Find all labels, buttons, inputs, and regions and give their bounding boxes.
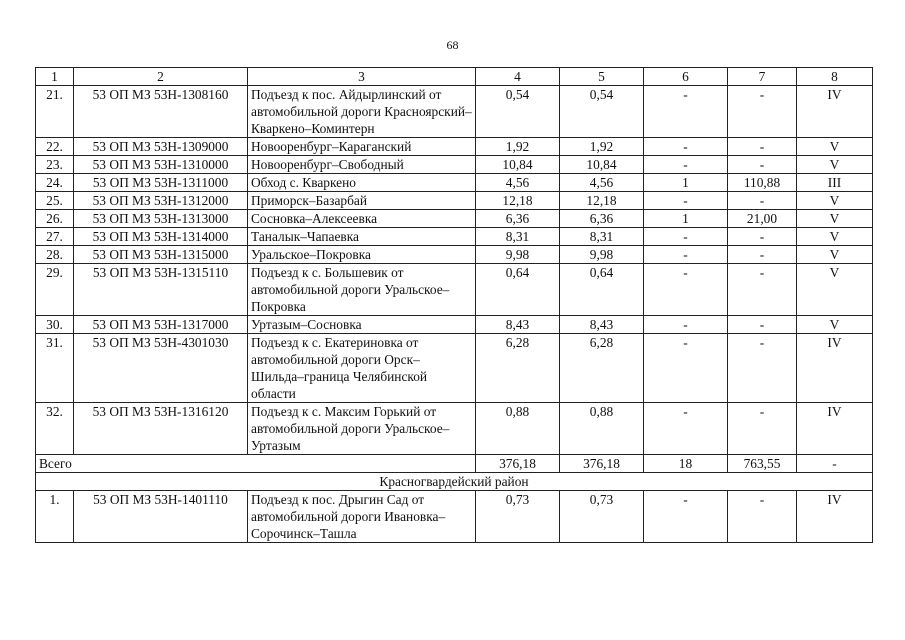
road-category: V xyxy=(797,228,873,246)
total-length-total: 376,18 xyxy=(476,455,560,473)
column-number: 1 xyxy=(36,68,74,86)
table-row xyxy=(36,491,873,543)
road-code: 53 ОП МЗ 53Н-4301030 xyxy=(74,334,248,403)
road-name: Подъезд к с. Большевик от автомобильной дороги Уральское–Покровка xyxy=(248,264,476,316)
column-number: 5 xyxy=(560,68,644,86)
length-total: 4,56 xyxy=(476,174,560,192)
road-name: Подъезд к пос. Дрыгин Сад от автомобильной дороги Ивановка–Сорочинск–Ташла xyxy=(248,491,476,543)
road-name: Приморск–Базарбай xyxy=(248,192,476,210)
bridge-length: - xyxy=(728,491,797,543)
total-row xyxy=(36,455,873,473)
length-hard-surface: 0,64 xyxy=(560,264,644,316)
bridge-count: - xyxy=(644,403,728,455)
road-name: Уральское–Покровка xyxy=(248,246,476,264)
length-hard-surface: 6,28 xyxy=(560,334,644,403)
bridge-count: - xyxy=(644,86,728,138)
bridge-length: - xyxy=(728,316,797,334)
bridge-count: - xyxy=(644,316,728,334)
row-number: 25. xyxy=(36,192,74,210)
bridge-count: - xyxy=(644,334,728,403)
length-hard-surface: 0,54 xyxy=(560,86,644,138)
row-number: 1. xyxy=(36,491,74,543)
road-category: V xyxy=(797,192,873,210)
road-name: Подъезд к с. Екатериновка от автомобильной дороги Орск–Шильда–граница Челябинской области xyxy=(248,334,476,403)
bridge-count: - xyxy=(644,138,728,156)
length-total: 10,84 xyxy=(476,156,560,174)
road-category: V xyxy=(797,210,873,228)
length-hard-surface: 8,43 xyxy=(560,316,644,334)
table-row xyxy=(36,228,873,246)
road-name: Обход с. Кваркено xyxy=(248,174,476,192)
road-code: 53 ОП МЗ 53Н-1315110 xyxy=(74,264,248,316)
row-number: 24. xyxy=(36,174,74,192)
column-number: 4 xyxy=(476,68,560,86)
column-number: 8 xyxy=(797,68,873,86)
column-number: 6 xyxy=(644,68,728,86)
road-code: 53 ОП МЗ 53Н-1401110 xyxy=(74,491,248,543)
bridge-length: 110,88 xyxy=(728,174,797,192)
row-number: 26. xyxy=(36,210,74,228)
road-name: Таналык–Чапаевка xyxy=(248,228,476,246)
bridge-count: - xyxy=(644,246,728,264)
bridge-count: - xyxy=(644,228,728,246)
length-total: 9,98 xyxy=(476,246,560,264)
length-hard-surface: 4,56 xyxy=(560,174,644,192)
road-category: V xyxy=(797,138,873,156)
table-row xyxy=(36,264,873,316)
road-category: V xyxy=(797,316,873,334)
bridge-count: 1 xyxy=(644,210,728,228)
bridge-length: 21,00 xyxy=(728,210,797,228)
length-total: 6,36 xyxy=(476,210,560,228)
table-row xyxy=(36,403,873,455)
road-category: IV xyxy=(797,86,873,138)
bridge-length: - xyxy=(728,403,797,455)
road-name: Подъезд к пос. Айдырлинский от автомобильной дороги Красноярский–Кваркено–Коминтерн xyxy=(248,86,476,138)
row-number: 21. xyxy=(36,86,74,138)
length-hard-surface: 10,84 xyxy=(560,156,644,174)
road-code: 53 ОП МЗ 53Н-1316120 xyxy=(74,403,248,455)
road-code: 53 ОП МЗ 53Н-1313000 xyxy=(74,210,248,228)
row-number: 22. xyxy=(36,138,74,156)
road-name: Новооренбург–Караганский xyxy=(248,138,476,156)
row-number: 23. xyxy=(36,156,74,174)
length-total: 6,28 xyxy=(476,334,560,403)
length-hard-surface: 8,31 xyxy=(560,228,644,246)
road-category: IV xyxy=(797,403,873,455)
row-number: 29. xyxy=(36,264,74,316)
road-name: Подъезд к с. Максим Горький от автомобильной дороги Уральское–Уртазым xyxy=(248,403,476,455)
total-bridge-length: 763,55 xyxy=(728,455,797,473)
column-number: 2 xyxy=(74,68,248,86)
road-category: V xyxy=(797,246,873,264)
row-number: 28. xyxy=(36,246,74,264)
total-road-category: - xyxy=(797,455,873,473)
length-hard-surface: 1,92 xyxy=(560,138,644,156)
length-total: 0,64 xyxy=(476,264,560,316)
road-code: 53 ОП МЗ 53Н-1310000 xyxy=(74,156,248,174)
road-code: 53 ОП МЗ 53Н-1308160 xyxy=(74,86,248,138)
length-hard-surface: 0,88 xyxy=(560,403,644,455)
table-row xyxy=(36,334,873,403)
road-code: 53 ОП МЗ 53Н-1312000 xyxy=(74,192,248,210)
table-row xyxy=(36,316,873,334)
table-row xyxy=(36,138,873,156)
table-row xyxy=(36,246,873,264)
road-name: Сосновка–Алексеевка xyxy=(248,210,476,228)
road-name: Уртазым–Сосновка xyxy=(248,316,476,334)
length-total: 8,43 xyxy=(476,316,560,334)
bridge-count: - xyxy=(644,192,728,210)
row-number: 31. xyxy=(36,334,74,403)
length-total: 8,31 xyxy=(476,228,560,246)
total-bridge-count: 18 xyxy=(644,455,728,473)
column-number-row xyxy=(36,68,873,86)
length-total: 0,54 xyxy=(476,86,560,138)
length-hard-surface: 6,36 xyxy=(560,210,644,228)
total-label: Всего xyxy=(36,455,476,473)
length-total: 12,18 xyxy=(476,192,560,210)
bridge-count: - xyxy=(644,156,728,174)
bridge-count: 1 xyxy=(644,174,728,192)
bridge-length: - xyxy=(728,192,797,210)
bridge-length: - xyxy=(728,86,797,138)
bridge-length: - xyxy=(728,228,797,246)
row-number: 27. xyxy=(36,228,74,246)
roads-table xyxy=(35,67,873,543)
bridge-length: - xyxy=(728,334,797,403)
length-total: 1,92 xyxy=(476,138,560,156)
road-category: V xyxy=(797,264,873,316)
bridge-length: - xyxy=(728,246,797,264)
table-row xyxy=(36,86,873,138)
district-heading: Красногвардейский район xyxy=(36,473,873,491)
road-category: III xyxy=(797,174,873,192)
length-total: 0,73 xyxy=(476,491,560,543)
bridge-length: - xyxy=(728,264,797,316)
page-number: 68 xyxy=(446,38,459,52)
length-hard-surface: 9,98 xyxy=(560,246,644,264)
row-number: 30. xyxy=(36,316,74,334)
bridge-length: - xyxy=(728,138,797,156)
length-hard-surface: 0,73 xyxy=(560,491,644,543)
road-code: 53 ОП МЗ 53Н-1311000 xyxy=(74,174,248,192)
column-number: 7 xyxy=(728,68,797,86)
table-row xyxy=(36,192,873,210)
row-number: 32. xyxy=(36,403,74,455)
bridge-count: - xyxy=(644,491,728,543)
road-category: IV xyxy=(797,334,873,403)
road-code: 53 ОП МЗ 53Н-1315000 xyxy=(74,246,248,264)
district-heading-row xyxy=(36,473,873,491)
road-code: 53 ОП МЗ 53Н-1317000 xyxy=(74,316,248,334)
road-category: V xyxy=(797,156,873,174)
total-length-hard-surface: 376,18 xyxy=(560,455,644,473)
length-total: 0,88 xyxy=(476,403,560,455)
road-name: Новооренбург–Свободный xyxy=(248,156,476,174)
table-row xyxy=(36,210,873,228)
table-row xyxy=(36,156,873,174)
road-category: IV xyxy=(797,491,873,543)
bridge-length: - xyxy=(728,156,797,174)
bridge-count: - xyxy=(644,264,728,316)
road-code: 53 ОП МЗ 53Н-1314000 xyxy=(74,228,248,246)
road-code: 53 ОП МЗ 53Н-1309000 xyxy=(74,138,248,156)
length-hard-surface: 12,18 xyxy=(560,192,644,210)
column-number: 3 xyxy=(248,68,476,86)
table-row xyxy=(36,174,873,192)
